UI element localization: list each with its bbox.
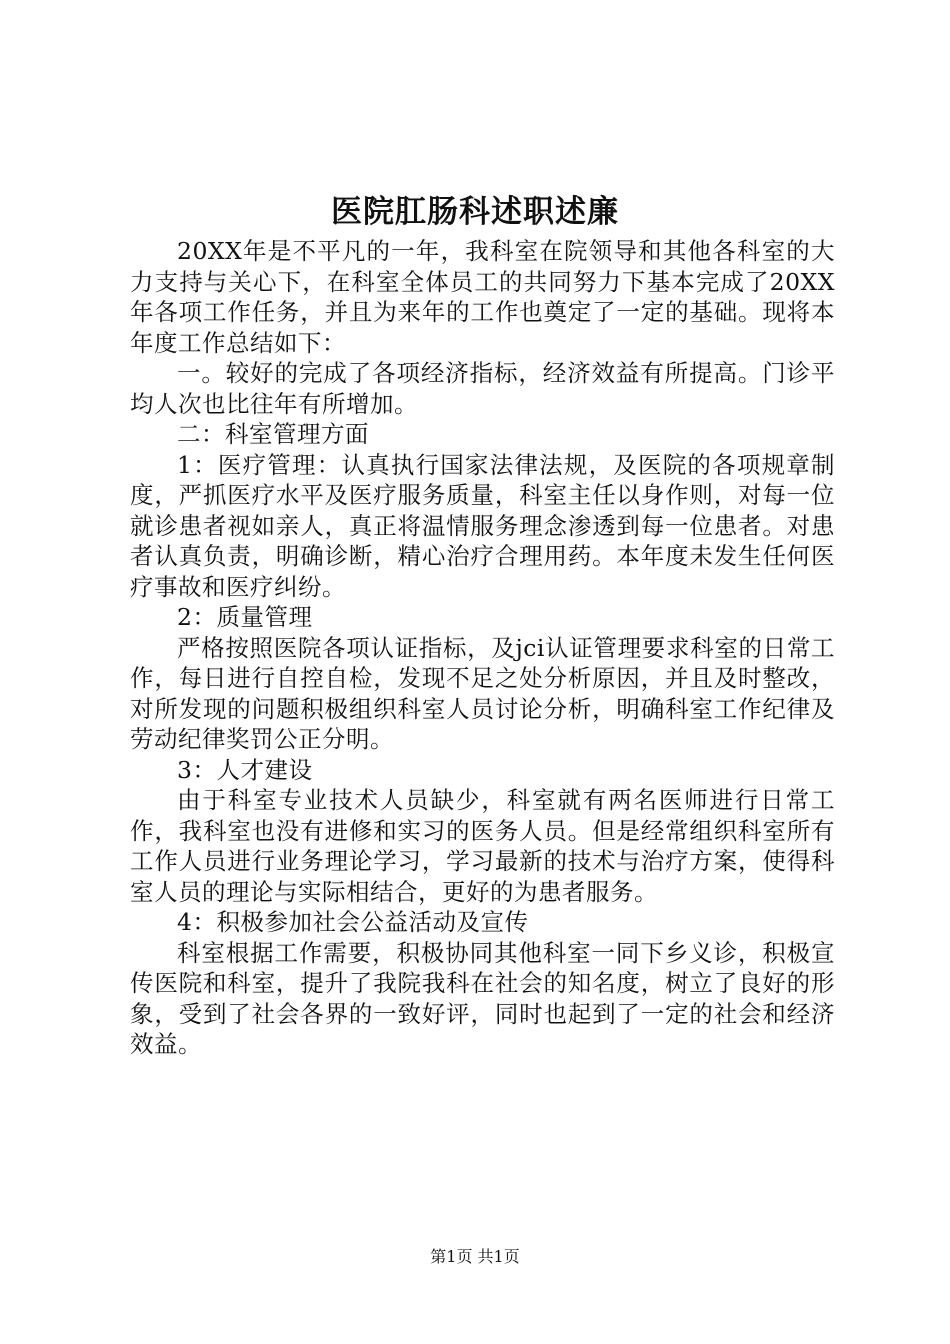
heading-section-two: 二：科室管理方面 (177, 420, 369, 448)
heading-talent-building: 3：人才建设 (177, 755, 313, 784)
paragraph-quality-management: 严格按照医院各项认证指标，及jci认证管理要求科室的日常工作，每日进行自控自检，发现不足之处分析原因，并且及时整改，对所发现的问题积极组织科室人员讨论分析，明确科室工作纪律及劳动纪律奖罚公正分明。 (130, 633, 835, 753)
document-body (130, 236, 835, 1060)
page-footer: 第1页 共1页 (430, 1247, 520, 1266)
heading-public-welfare: 4：积极参加社会公益活动及宣传 (177, 908, 529, 936)
paragraph-talent-building: 由于科室专业技术人员缺少，科室就有两名医师进行日常工作，我科室也没有进修和实习的医务人员。但是经常组织科室所有工作人员进行业务理论学习，学习最新的技术与治疗方案，使得科室人员的理论与实际相结合，更好的为患者服务。 (130, 786, 835, 906)
page-title: 医院肛肠科述职述廉 (331, 194, 619, 230)
heading-quality-management: 2：质量管理 (177, 603, 313, 631)
paragraph-intro: 20XX年是不平凡的一年，我科室在院领导和其他各科室的大力支持与关心下，在科室全体员工的共同努力下基本完成了20XX年各项工作任务，并且为来年的工作也奠定了一定的基础。现将本年度工作总结如下： (130, 237, 835, 357)
paragraph-section-one: 一。较好的完成了各项经济指标，经济效益有所提高。门诊平均人次也比往年有所增加。 (130, 359, 835, 418)
paragraph-medical-management: 1：医疗管理：认真执行国家法律法规，及医院的各项规章制度，严抓医疗水平及医疗服务质量，科室主任以身作则，对每一位就诊患者视如亲人，真正将温情服务理念渗透到每一位患者。对患者认真负责，明确诊断，精心治疗合理用药。本年度未发生任何医疗事故和医疗纠纷。 (130, 450, 835, 601)
paragraph-public-welfare: 科室根据工作需要，积极协同其他科室一同下乡义诊，积极宣传医院和科室，提升了我院我科在社会的知名度，树立了良好的形象，受到了社会各界的一致好评，同时也起到了一定的社会和经济效益。 (130, 938, 835, 1058)
